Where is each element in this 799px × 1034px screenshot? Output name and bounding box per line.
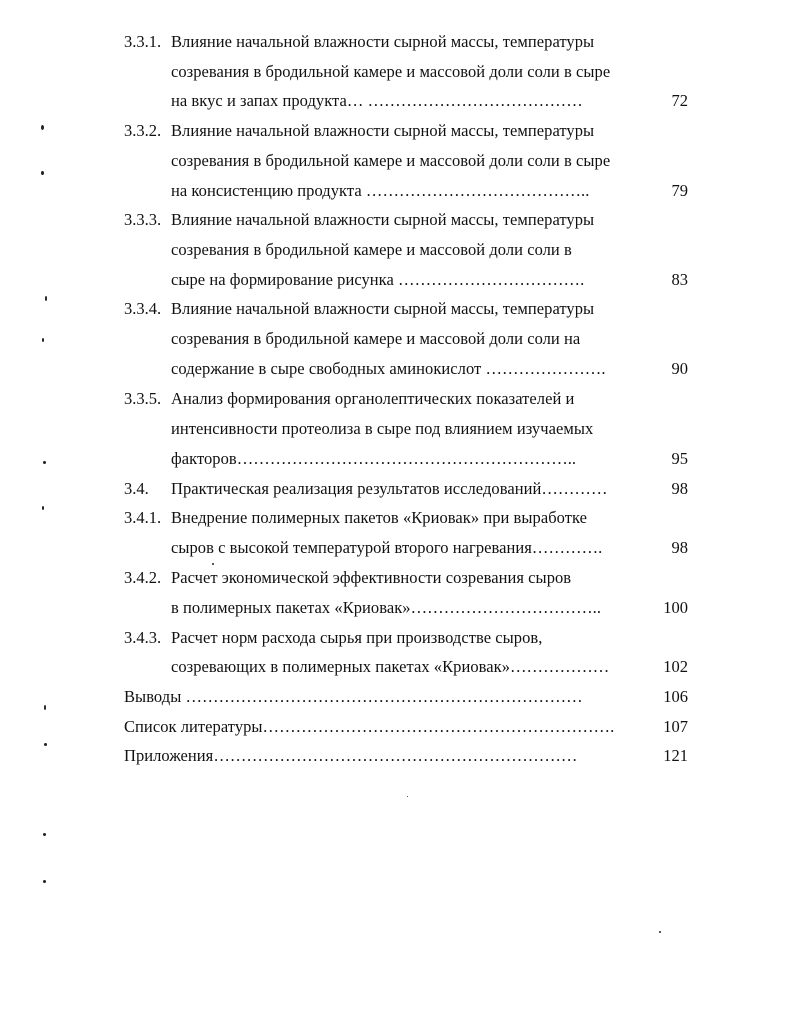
toc-entry-line: созревающих в полимерных пакетах «Криовак»……………… bbox=[171, 657, 610, 676]
toc-entry-line: созревания в бродильной камере и массовой доли соли в сыре bbox=[171, 151, 611, 170]
toc-entry-number: 3.4.2. bbox=[124, 568, 162, 587]
toc-entry-number: 3.3.5. bbox=[124, 389, 162, 408]
toc-entry-line: сыров с высокой температурой второго нагревания…………. bbox=[171, 538, 603, 557]
scan-speck bbox=[44, 743, 47, 746]
toc-entry-line: на вкус и запах продукта… ………………………………… bbox=[171, 91, 583, 110]
toc-entry-line: созревания в бродильной камере и массовой доли соли в bbox=[171, 240, 572, 259]
toc-entry-line: созревания в бродильной камере и массовой доли соли в сыре bbox=[171, 62, 611, 81]
toc-entry-number: 3.4.1. bbox=[124, 508, 162, 527]
toc-entry-number: 3.3.4. bbox=[124, 299, 162, 318]
toc-page-number: 79 bbox=[671, 181, 688, 200]
toc-entry-line: факторов…………………………………………………….. bbox=[171, 449, 577, 468]
scan-speck bbox=[45, 296, 47, 301]
scan-speck bbox=[43, 461, 46, 464]
toc-entry-line: Влияние начальной влажности сырной массы, температуры bbox=[171, 299, 595, 318]
toc-page-number: 95 bbox=[671, 449, 688, 468]
toc-entry-number: 3.4.3. bbox=[124, 628, 162, 647]
scan-speck bbox=[407, 796, 408, 797]
scan-speck bbox=[212, 563, 214, 565]
toc-entry-line: Расчет экономической эффективности созревания сыров bbox=[171, 568, 572, 587]
toc-page-number: 90 bbox=[671, 359, 688, 378]
toc-entry-number: 3.3.2. bbox=[124, 121, 162, 140]
toc-entry-line: в полимерных пакетах «Криовак»…………………………….. bbox=[171, 598, 601, 617]
scan-speck bbox=[41, 125, 44, 130]
toc-page-number: 106 bbox=[663, 687, 688, 706]
toc-entry-line: Влияние начальной влажности сырной массы, температуры bbox=[171, 121, 595, 140]
toc-tail-label: Приложения………………………………………………………… bbox=[124, 746, 578, 765]
toc-page-number: 72 bbox=[671, 91, 688, 110]
toc-page-number: 98 bbox=[671, 479, 688, 498]
toc-entry-line: Анализ формирования органолептических показателей и bbox=[171, 389, 575, 408]
toc-page-number: 121 bbox=[663, 746, 688, 765]
toc-entry-line: Влияние начальной влажности сырной массы, температуры bbox=[171, 210, 595, 229]
toc-entry-number: 3.4. bbox=[124, 479, 149, 498]
scan-speck bbox=[43, 833, 46, 836]
toc-entry-line: Практическая реализация результатов исследований………… bbox=[171, 479, 608, 498]
scan-speck bbox=[43, 880, 46, 883]
toc-tail-label: Список литературы………………………………………………………. bbox=[124, 717, 615, 736]
toc-entry-line: содержание в сыре свободных аминокислот …………………. bbox=[171, 359, 606, 378]
toc-page-number: 107 bbox=[663, 717, 688, 736]
toc-entry-line: на консистенцию продукта ………………………………….. bbox=[171, 181, 590, 200]
scan-speck bbox=[42, 506, 44, 510]
toc-entry-line: Влияние начальной влажности сырной массы, температуры bbox=[171, 32, 595, 51]
toc-entry-line: созревания в бродильной камере и массовой доли соли на bbox=[171, 329, 581, 348]
toc-entry-line: сыре на формирование рисунка ……………………………. bbox=[171, 270, 585, 289]
scan-speck bbox=[659, 931, 661, 933]
toc-page-number: 100 bbox=[663, 598, 688, 617]
toc-entry-line: Расчет норм расхода сырья при производстве сыров, bbox=[171, 628, 543, 647]
toc-entry-line: интенсивности протеолиза в сыре под влиянием изучаемых bbox=[171, 419, 594, 438]
scan-speck bbox=[44, 705, 46, 710]
toc-entry-number: 3.3.1. bbox=[124, 32, 162, 51]
toc-tail-label: Выводы ……………………………………………………………… bbox=[124, 687, 583, 706]
toc-entry-number: 3.3.3. bbox=[124, 210, 162, 229]
scan-speck bbox=[42, 338, 44, 342]
scan-speck bbox=[41, 171, 44, 175]
toc-entry-line: Внедрение полимерных пакетов «Криовак» при выработке bbox=[171, 508, 588, 527]
toc-page-number: 98 bbox=[671, 538, 688, 557]
toc-page-number: 83 bbox=[671, 270, 688, 289]
toc-page-number: 102 bbox=[663, 657, 688, 676]
